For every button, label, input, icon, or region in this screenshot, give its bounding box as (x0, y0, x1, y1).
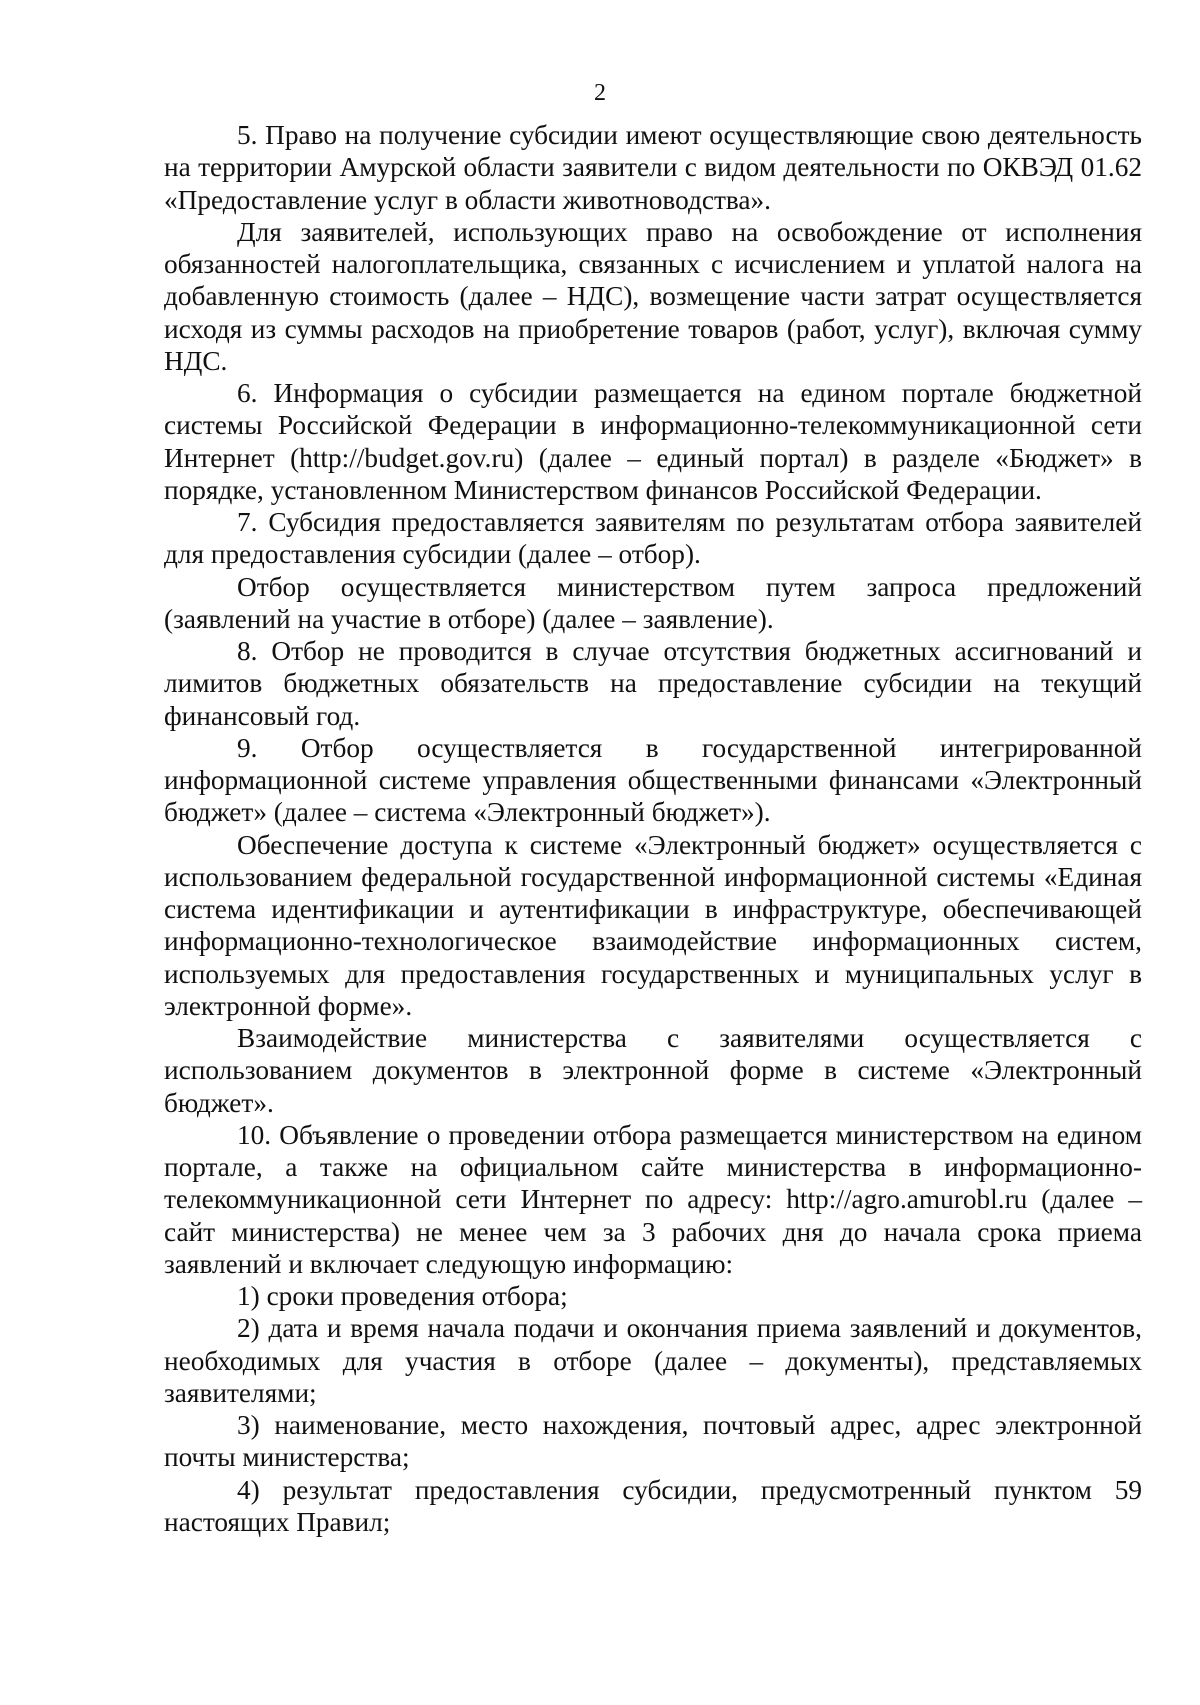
paragraph-9: 9. Отбор осуществляется в государственной интегрированной информационной системе управления общественными финансами «Электронный бюджет» (далее – система «Электронный бюджет»). (164, 732, 1142, 828)
paragraph-access: Обеспечение доступа к системе «Электронный бюджет» осуществляется с использованием федеральной государственной информационной системы «Единая система идентификации и аутентификации в инфраструктуре, обеспечивающей информационно-технологическое взаимодействие информационных систем, используемых для предоставления государственных и муниципальных услуг в электронной форме». (164, 829, 1142, 1021)
paragraph-interaction: Взаимодействие министерства с заявителями осуществляется с использованием документов в электронной форме в системе «Электронный бюджет». (164, 1023, 1142, 1118)
paragraph-8: 8. Отбор не проводится в случае отсутствия бюджетных ассигнований и лимитов бюджетных обязательств на предоставление субсидии на текущий финансовый год. (164, 636, 1142, 731)
list-item-1: 1) сроки проведения отбора; (237, 1281, 568, 1311)
paragraph-10: 10. Объявление о проведении отбора размещается министерством на едином портале, а также на официальном сайте министерства в информационно-телекоммуникационной сети Интернет по адресу: http://agro.amurobl.ru (далее – сайт министерства) не менее чем за 3 рабочих дня до начала срока приема заявлений и включает следующую информацию: (164, 1119, 1142, 1279)
list-item-3: 3) наименование, место нахождения, почтовый адрес, адрес электронной почты министерства; (164, 1410, 1142, 1473)
paragraph-6: 6. Информация о субсидии размещается на едином портале бюджетной системы Российской Федерации в информационно-телекоммуникационной сети Интернет (http://budget.gov.ru) (далее – единый портал) в разделе «Бюджет» в порядке, установленном Министерством финансов Российской Федерации. (164, 378, 1142, 505)
list-item-4: 4) результат предоставления субсидии, предусмотренный пунктом 59 настоящих Правил; (164, 1474, 1142, 1537)
page-number: 2 (594, 80, 606, 106)
paragraph-selection-method: Отбор осуществляется министерством путем запроса предложений (заявлений на участие в отборе) (далее – заявление). (164, 571, 1142, 634)
list-item-2: 2) дата и время начала подачи и окончания приема заявлений и документов, необходимых для участия в отборе (далее – документы), представляемых заявителями; (164, 1313, 1142, 1408)
document-body (164, 119, 1142, 1538)
paragraph-vat: Для заявителей, использующих право на освобождение от исполнения обязанностей налогоплательщика, связанных с исчислением и уплатой налога на добавленную стоимость (далее – НДС), возмещение части затрат осуществляется исходя из суммы расходов на приобретение товаров (работ, услуг), включая сумму НДС. (164, 216, 1142, 376)
paragraph-5: 5. Право на получение субсидии имеют осуществляющие свою деятельность на территории Амурской области заявители с видом деятельности по ОКВЭД 01.62 «Предоставление услуг в области животноводства». (164, 120, 1142, 215)
paragraph-7: 7. Субсидия предоставляется заявителям по результатам отбора заявителей для предоставления субсидии (далее – отбор). (164, 507, 1142, 570)
